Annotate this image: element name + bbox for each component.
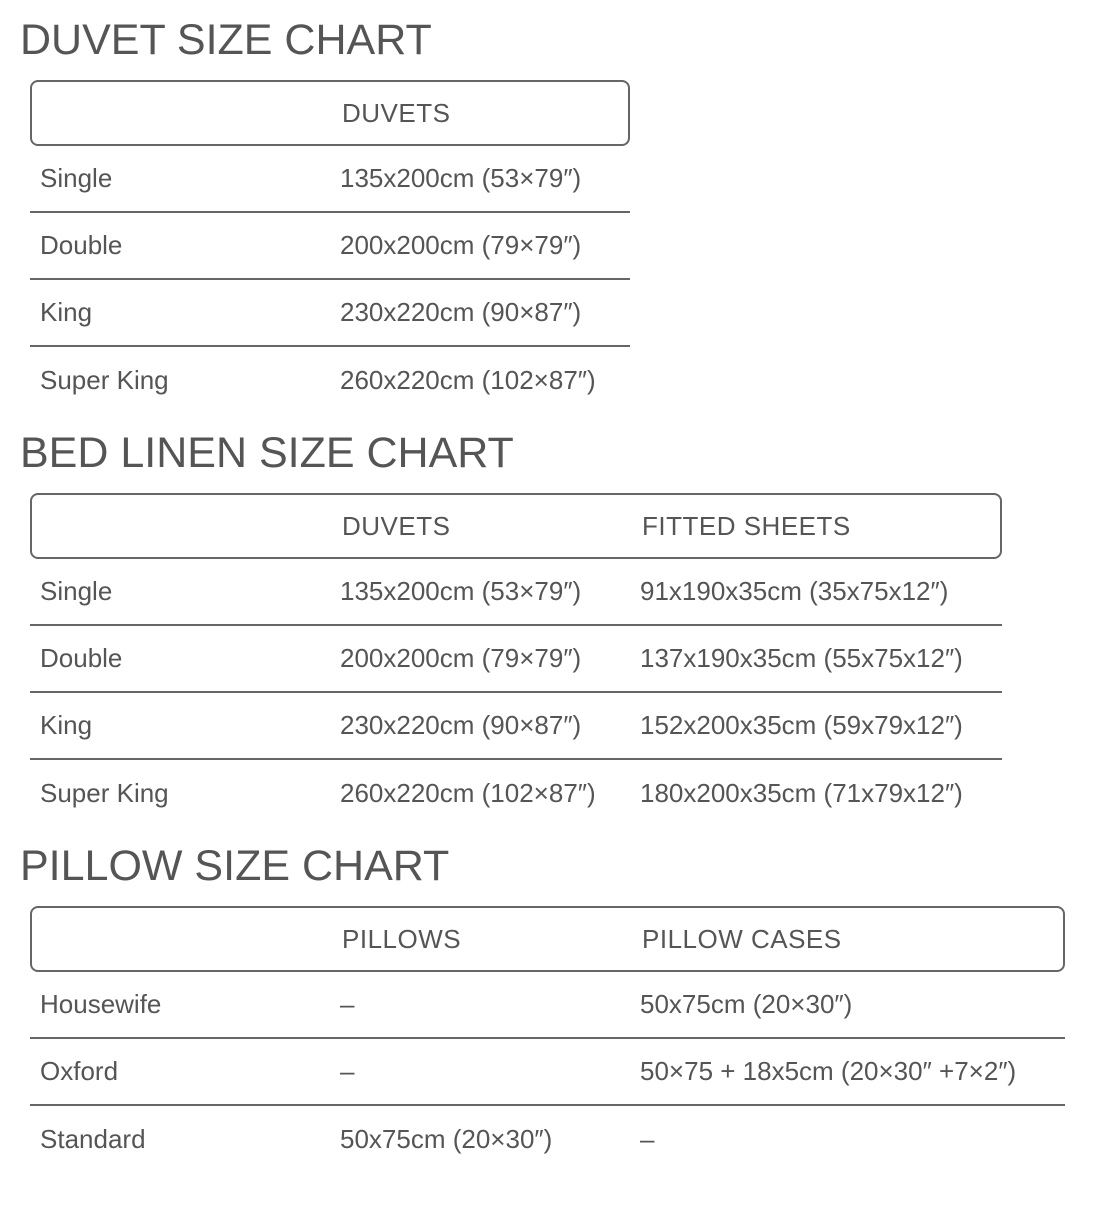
- column-header-fitted-sheets: FITTED SHEETS: [642, 510, 851, 541]
- table-row: [30, 693, 1002, 760]
- duvet-size-table: [30, 80, 630, 414]
- table-row: [30, 280, 630, 347]
- size-name: Super King: [40, 778, 169, 808]
- table-row: [30, 347, 630, 414]
- table-header: [30, 80, 630, 146]
- pillow-type-name: Oxford: [40, 1056, 119, 1086]
- pillow-dimensions: –: [340, 989, 355, 1019]
- size-name: Super King: [40, 365, 169, 395]
- size-name: Double: [40, 643, 123, 673]
- pillow-case-dimensions: 50×75 + 18x5cm (20×30″ +7×2″): [640, 1056, 1017, 1086]
- size-name: King: [40, 710, 93, 740]
- duvet-dimensions: 260x220cm (102×87″): [340, 778, 596, 808]
- duvet-dimensions: 200x200cm (79×79″): [340, 230, 582, 260]
- column-header-duvets: DUVETS: [342, 510, 451, 541]
- duvet-dimensions: 230x220cm (90×87″): [340, 297, 582, 327]
- size-name: Single: [40, 576, 113, 606]
- pillow-type-name: Standard: [40, 1124, 146, 1154]
- table-row: [30, 760, 1002, 827]
- duvet-dimensions: 135x200cm (53×79″): [340, 576, 582, 606]
- column-header-pillows: PILLOWS: [342, 923, 462, 954]
- column-header-duvets: DUVETS: [342, 97, 451, 128]
- table-row: [30, 972, 1065, 1039]
- duvet-chart-title: DUVET SIZE CHART: [20, 16, 432, 64]
- table-row: [30, 1106, 1065, 1173]
- pillow-case-dimensions: 50x75cm (20×30″): [640, 989, 853, 1019]
- table-row: [30, 146, 630, 213]
- duvet-dimensions: 200x200cm (79×79″): [340, 643, 582, 673]
- column-header-pillow-cases: PILLOW CASES: [642, 923, 842, 954]
- fitted-sheet-dimensions: 137x190x35cm (55x75x12″): [640, 643, 963, 673]
- bed-linen-size-table: [30, 493, 1002, 827]
- duvet-dimensions: 260x220cm (102×87″): [340, 365, 596, 395]
- fitted-sheet-dimensions: 152x200x35cm (59x79x12″): [640, 710, 963, 740]
- pillow-case-dimensions: –: [640, 1124, 655, 1154]
- table-row: [30, 1039, 1065, 1106]
- table-row: [30, 559, 1002, 626]
- size-name: King: [40, 297, 93, 327]
- fitted-sheet-dimensions: 91x190x35cm (35x75x12″): [640, 576, 949, 606]
- pillow-size-table: [30, 906, 1065, 1173]
- duvet-dimensions: 135x200cm (53×79″): [340, 163, 582, 193]
- table-row: [30, 626, 1002, 693]
- bed-linen-chart-title: BED LINEN SIZE CHART: [20, 429, 514, 477]
- pillow-chart-title: PILLOW SIZE CHART: [20, 842, 450, 890]
- table-row: [30, 213, 630, 280]
- duvet-dimensions: 230x220cm (90×87″): [340, 710, 582, 740]
- pillow-dimensions: –: [340, 1056, 355, 1086]
- pillow-dimensions: 50x75cm (20×30″): [340, 1124, 553, 1154]
- size-name: Single: [40, 163, 113, 193]
- pillow-type-name: Housewife: [40, 989, 162, 1019]
- table-header: [30, 906, 1065, 972]
- size-name: Double: [40, 230, 123, 260]
- fitted-sheet-dimensions: 180x200x35cm (71x79x12″): [640, 778, 963, 808]
- table-header: [30, 493, 1002, 559]
